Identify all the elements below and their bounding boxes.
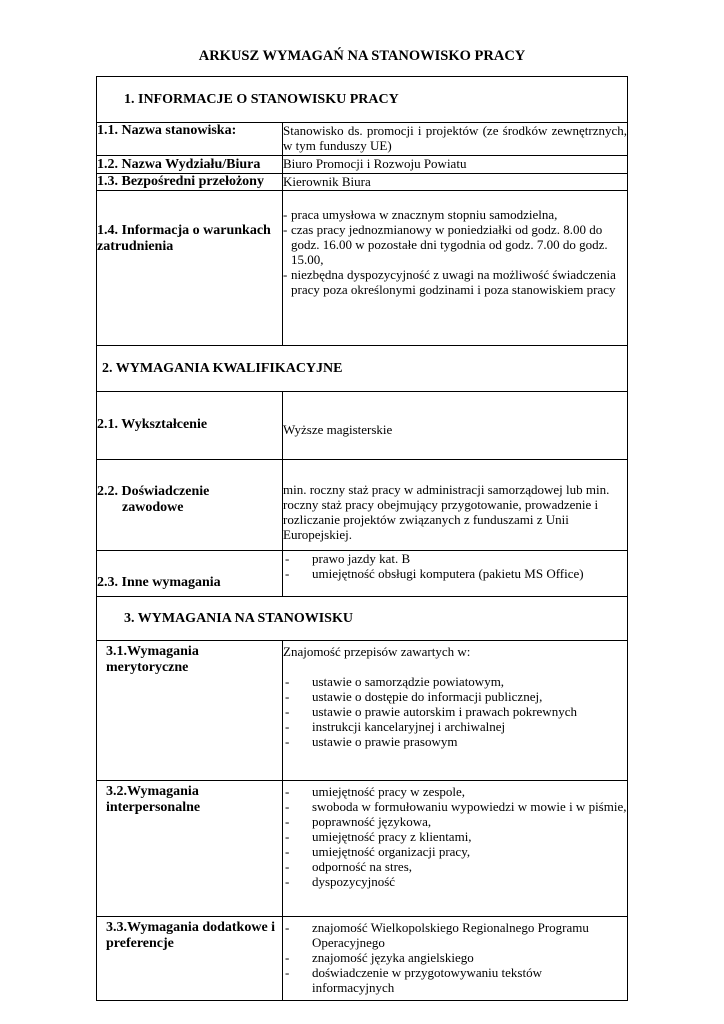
value-doswiadczenie: min. roczny staż pracy w administracji samorządowej lub min. roczny staż pracy obejmujący przygotowanie, prowadzenie i rozliczanie projektów związanych z funduszami z Unii Europejskiej.	[283, 460, 628, 551]
label-przelozony: 1.3. Bezpośredni przełożony	[97, 174, 283, 191]
list-item: - umiejętność organizacji pracy,	[283, 844, 627, 859]
section-3-heading: 3. WYMAGANIA NA STANOWISKU	[97, 597, 628, 641]
label-doswiadczenie-line1: 2.2. Doświadczenie	[97, 484, 210, 499]
value-przelozony: Kierownik Biura	[283, 174, 628, 191]
list-item: - instrukcji kancelaryjnej i archiwalnej	[283, 719, 627, 734]
value-wymagania-interpersonalne	[283, 781, 628, 917]
warunki-list	[283, 207, 627, 297]
value-wymagania-dodatkowe	[283, 917, 628, 1001]
value-inne-wymagania	[283, 551, 628, 597]
row-wymagania-merytoryczne	[97, 641, 628, 781]
list-item: - prawo jazdy kat. B	[283, 551, 627, 566]
list-item: - swoboda w formułowaniu wypowiedzi w mowie i w piśmie,	[283, 799, 627, 814]
list-item: - dyspozycyjność	[283, 874, 627, 889]
list-item: - poprawność językowa,	[283, 814, 627, 829]
row-przelozony	[97, 174, 628, 191]
list-item: - umiejętność pracy z klientami,	[283, 829, 627, 844]
label-nazwa-stanowiska: 1.1. Nazwa stanowiska:	[97, 123, 283, 156]
row-wyksztalcenie	[97, 392, 628, 460]
list-item: - niezbędna dyspozycyjność z uwagi na możliwość świadczenia pracy poza określonymi godzinami i poza stanowiskiem pracy	[283, 267, 627, 297]
interpersonalne-list	[283, 784, 627, 889]
list-item: - znajomość Wielkopolskiego Regionalnego Programu Operacyjnego	[283, 920, 627, 950]
row-warunki-zatrudnienia	[97, 191, 628, 346]
inne-list	[283, 551, 627, 581]
label-nazwa-wydzialu: 1.2. Nazwa Wydziału/Biura	[97, 156, 283, 174]
row-doswiadczenie	[97, 460, 628, 551]
requirements-table	[96, 76, 628, 1001]
label-wymagania-merytoryczne: 3.1.Wymagania merytoryczne	[97, 641, 283, 781]
list-item: - praca umysłowa w znacznym stopniu samodzielna,	[283, 207, 627, 222]
label-doswiadczenie	[97, 460, 283, 551]
value-wymagania-merytoryczne	[283, 641, 628, 781]
label-wyksztalcenie: 2.1. Wykształcenie	[97, 392, 283, 460]
row-inne-wymagania	[97, 551, 628, 597]
list-item: - ustawie o prawie autorskim i prawach pokrewnych	[283, 704, 627, 719]
row-nazwa-stanowiska	[97, 123, 628, 156]
section-2-header-row	[97, 346, 628, 392]
value-wyksztalcenie: Wyższe magisterskie	[283, 392, 628, 460]
row-wymagania-interpersonalne	[97, 781, 628, 917]
list-item: - czas pracy jednozmianowy w poniedziałki od godz. 8.00 do godz. 16.00 w pozostałe dni tygodnia od godz. 7.00 do godz. 15.00,	[283, 222, 627, 267]
section-1-heading: 1. INFORMACJE O STANOWISKU PRACY	[97, 77, 628, 123]
section-2-heading: 2. WYMAGANIA KWALIFIKACYJNE	[97, 346, 628, 392]
list-item: - ustawie o dostępie do informacji publicznej,	[283, 689, 627, 704]
row-nazwa-wydzialu	[97, 156, 628, 174]
label-inne-wymagania: 2.3. Inne wymagania	[97, 551, 283, 597]
list-item: - znajomość języka angielskiego	[283, 950, 627, 965]
section-3-header-row	[97, 597, 628, 641]
row-wymagania-dodatkowe	[97, 917, 628, 1001]
value-warunki-zatrudnienia	[283, 191, 628, 346]
list-item: - umiejętność pracy w zespole,	[283, 784, 627, 799]
list-item: - doświadczenie w przygotowywaniu tekstów informacyjnych	[283, 965, 627, 995]
label-wymagania-dodatkowe: 3.3.Wymagania dodatkowe i preferencje	[97, 917, 283, 1001]
document-title: ARKUSZ WYMAGAŃ NA STANOWISKO PRACY	[198, 48, 526, 64]
label-doswiadczenie-line2: zawodowe	[122, 500, 184, 515]
label-wymagania-interpersonalne: 3.2.Wymagania interpersonalne	[97, 781, 283, 917]
dodatkowe-list	[283, 920, 627, 995]
list-item: - umiejętność obsługi komputera (pakietu MS Office)	[283, 566, 627, 581]
list-item: - odporność na stres,	[283, 859, 627, 874]
merytoryczne-list	[283, 674, 627, 749]
list-item: - ustawie o prawie prasowym	[283, 734, 627, 749]
section-1-header-row	[97, 77, 628, 123]
value-nazwa-stanowiska: Stanowisko ds. promocji i projektów (ze środków zewnętrznych, w tym funduszy UE)	[283, 123, 628, 156]
label-warunki-zatrudnienia: 1.4. Informacja o warunkach zatrudnienia	[97, 191, 283, 346]
list-item: - ustawie o samorządzie powiatowym,	[283, 674, 627, 689]
merytoryczne-intro: Znajomość przepisów zawartych w:	[283, 644, 471, 659]
value-nazwa-wydzialu: Biuro Promocji i Rozwoju Powiatu	[283, 156, 628, 174]
